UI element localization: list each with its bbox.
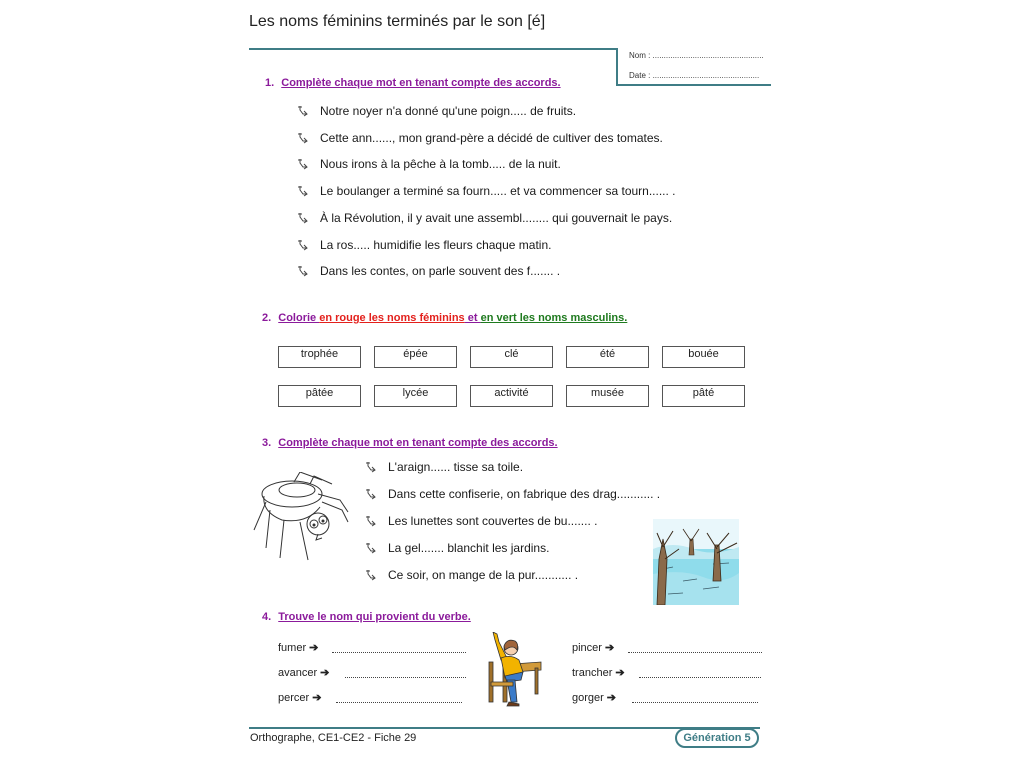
arrow-right-icon: ➔ [312,692,322,704]
sentence-item [364,487,660,501]
answer-input-line[interactable] [336,702,462,703]
sentence-text: La ros..... humidifie les fleurs chaque matin. [320,237,552,252]
publisher-badge: Génération 5 [675,728,759,748]
verb-label: trancher [572,667,613,679]
arrow-right-icon: ➔ [309,642,319,654]
word-box[interactable]: été [566,346,649,368]
header-divider-right [616,84,771,86]
sentence-item [296,238,551,252]
verb-item [278,641,318,654]
hand-arrow-icon [364,569,378,581]
sentence-item [296,104,576,118]
hand-arrow-icon [364,515,378,527]
hand-arrow-icon [296,185,310,197]
sentence-item [364,541,549,555]
hand-arrow-icon [364,461,378,473]
word-box[interactable]: pâtée [278,385,361,407]
header-divider-vertical [616,48,618,86]
footer-text: Orthographe, CE1-CE2 - Fiche 29 [250,732,417,744]
sentence-item [364,514,597,528]
hand-arrow-icon [364,488,378,500]
sentence-item [296,184,676,198]
word-box[interactable]: bouée [662,346,745,368]
exercise-instruction: Complète chaque mot en tenant compte des accords. [281,77,561,89]
exercise-instruction: Trouve le nom qui provient du verbe. [278,611,471,623]
exercise-number: 3. [262,437,272,449]
name-field[interactable]: Nom : .................................................. [629,51,764,60]
sentence-item [296,131,663,145]
instruction-and: et [464,312,481,324]
word-box[interactable]: lycée [374,385,457,407]
spider-illustration [252,472,352,562]
word-box[interactable]: épée [374,346,457,368]
verb-item [572,666,625,679]
hand-arrow-icon [296,158,310,170]
verb-item [278,666,329,679]
date-field[interactable]: Date : ................................................ [629,71,760,80]
verb-item [572,691,616,704]
sentence-text: L'araign...... tisse sa toile. [388,460,524,474]
hand-arrow-icon [296,239,310,251]
word-box[interactable]: pâté [662,385,745,407]
verb-label: gorger [572,692,604,704]
instruction-green-masculine: en vert les noms masculins. [480,312,628,324]
word-box[interactable]: trophée [278,346,361,368]
instruction-colorie: Colorie [278,312,320,324]
verb-label: fumer [278,642,307,654]
sentence-item [296,157,561,171]
verb-item [572,641,614,654]
instruction-red-feminine: en rouge les noms féminins [319,312,465,324]
exercise-1-heading [265,77,561,89]
answer-input-line[interactable] [345,677,466,678]
verb-label: percer [278,692,310,704]
sentence-text: Dans cette confiserie, on fabrique des drag........... . [388,487,661,501]
sentence-text: Notre noyer n'a donné qu'une poign..... de fruits. [320,104,577,118]
hand-arrow-icon [364,542,378,554]
verb-label: avancer [278,667,318,679]
exercise-2-heading [262,312,627,324]
verb-item [278,691,321,704]
header-divider [249,48,618,50]
page-title: Les noms féminins terminés par le son [é] [249,13,546,30]
word-box[interactable]: musée [566,385,649,407]
answer-input-line[interactable] [639,677,761,678]
hand-arrow-icon [296,265,310,277]
exercise-number: 1. [265,77,275,89]
sentence-item [296,211,672,225]
arrow-right-icon: ➔ [320,667,330,679]
exercise-instruction: Complète chaque mot en tenant compte des accords. [278,437,558,449]
arrow-right-icon: ➔ [615,667,625,679]
answer-input-line[interactable] [332,652,466,653]
exercise-4-heading [262,611,471,623]
arrow-right-icon: ➔ [606,692,617,704]
sentence-text: Nous irons à la pêche à la tomb..... de la nuit. [320,157,561,172]
word-box[interactable]: activité [470,385,553,407]
answer-input-line[interactable] [632,702,758,703]
exercise-number: 4. [262,611,272,623]
sentence-text: Dans les contes, on parle souvent des f....... . [320,264,561,279]
sentence-text: Ce soir, on mange de la pur........... . [388,568,579,582]
student-raising-hand-illustration [485,632,545,708]
arrow-right-icon: ➔ [604,642,615,654]
sentence-item [364,460,523,474]
sentence-item [364,568,578,582]
hand-arrow-icon [296,132,310,144]
sentence-text: Cette ann......, mon grand-père a décidé de cultiver des tomates. [320,130,663,145]
hand-arrow-icon [296,105,310,117]
answer-input-line[interactable] [628,652,762,653]
exercise-number: 2. [262,312,272,324]
sentence-item [296,264,560,278]
sentence-text: La gel....... blanchit les jardins. [388,541,550,555]
hand-arrow-icon [296,212,310,224]
sentence-text: À la Révolution, il y avait une assembl........ qui gouvernait le pays. [320,210,673,225]
frozen-landscape-illustration [653,519,739,605]
sentence-text: Les lunettes sont couvertes de bu....... . [388,514,598,528]
word-box[interactable]: clé [470,346,553,368]
exercise-3-heading [262,437,558,449]
verb-label: pincer [572,642,602,654]
sentence-text: Le boulanger a terminé sa fourn..... et va commencer sa tourn...... . [320,184,676,199]
